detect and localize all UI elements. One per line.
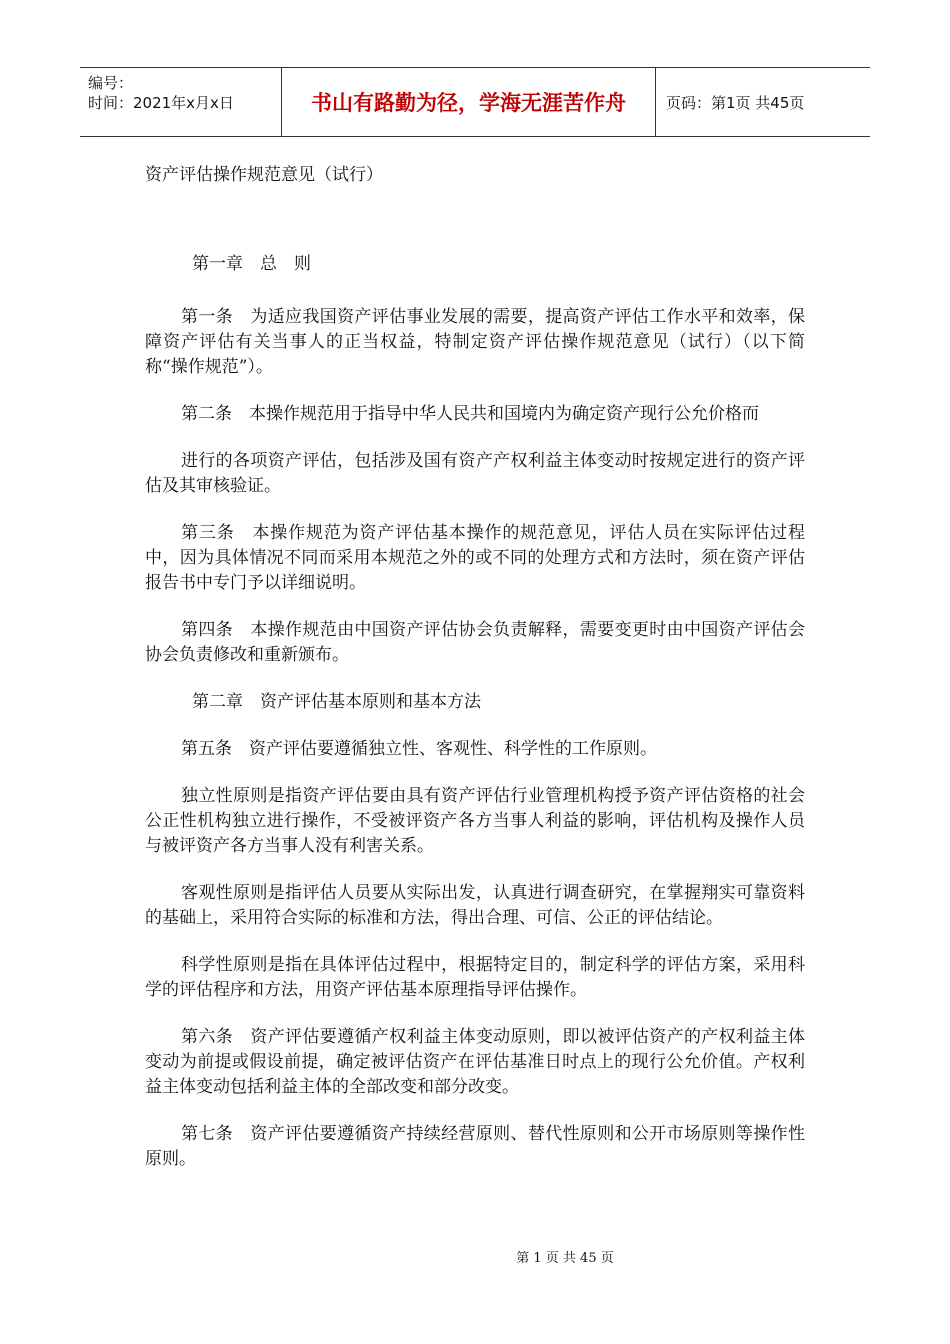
article-paragraph: 第二条 本操作规范用于指导中华人民共和国境内为确定资产现行公允价格而 [181,404,759,424]
header-motto-cell [282,68,656,136]
document-date: 时间：2021年x月x日 [88,94,234,112]
article-paragraph: 第一条 为适应我国资产评估事业发展的需要，提高资产评估工作水平和效率，保障资产评估有关当事人的正当权益，特制定资产评估操作规范意见（试行）（以下简称“操作规范”）。 [145,307,805,377]
article-paragraph: 科学性原则是指在具体评估过程中，根据特定目的，制定科学的评估方案，采用科学的评估程序和方法，用资产评估基本原理指导评估操作。 [145,955,805,1000]
chapter-heading: 第一章 总 则 [192,254,311,274]
article-paragraph: 独立性原则是指资产评估要由具有资产评估行业管理机构授予资产评估资格的社会公正性机构独立进行操作，不受被评资产各方当事人利益的影响，评估机构及操作人员与被评资产各方当事人没有利害关系。 [145,786,805,856]
article-paragraph: 第三条 本操作规范为资产评估基本操作的规范意见，评估人员在实际评估过程中，因为具体情况不同而采用本规范之外的或不同的处理方式和方法时，须在资产评估报告书中专门予以详细说明。 [145,523,805,593]
article-paragraph: 第四条 本操作规范由中国资产评估协会负责解释，需要变更时由中国资产评估会协会负责修改和重新颁布。 [145,620,805,665]
article-paragraph: 第七条 资产评估要遵循资产持续经营原则、替代性原则和公开市场原则等操作性原则。 [145,1124,805,1169]
document-title: 资产评估操作规范意见（试行） [145,165,383,185]
document-body [145,252,805,1194]
header-page-info: 页码：第1页 共45页 [666,93,805,112]
chapter-heading: 第二章 资产评估基本原则和基本方法 [192,692,481,712]
header-table [80,67,870,137]
article-paragraph: 进行的各项资产评估，包括涉及国有资产产权利益主体变动时按规定进行的资产评估及其审核验证。 [145,451,805,496]
header-meta-cell [80,68,282,136]
header-motto: 书山有路勤为径，学海无涯苦作舟 [311,91,626,115]
header-page-cell [656,68,870,136]
footer-page-number: 第 1 页 共 45 页 [516,1251,614,1266]
article-paragraph: 第五条 资产评估要遵循独立性、客观性、科学性的工作原则。 [181,739,657,759]
article-paragraph: 第六条 资产评估要遵循产权利益主体变动原则，即以被评估资产的产权利益主体变动为前提或假设前提，确定被评估资产在评估基准日时点上的现行公允价值。产权利益主体变动包括利益主体的全部改变和部分改变。 [145,1027,805,1097]
article-paragraph: 客观性原则是指评估人员要从实际出发，认真进行调查研究，在掌握翔实可靠资料的基础上，采用符合实际的标准和方法，得出合理、可信、公正的评估结论。 [145,883,805,928]
page-footer [0,1247,950,1266]
document-number-label: 编号： [88,74,134,92]
